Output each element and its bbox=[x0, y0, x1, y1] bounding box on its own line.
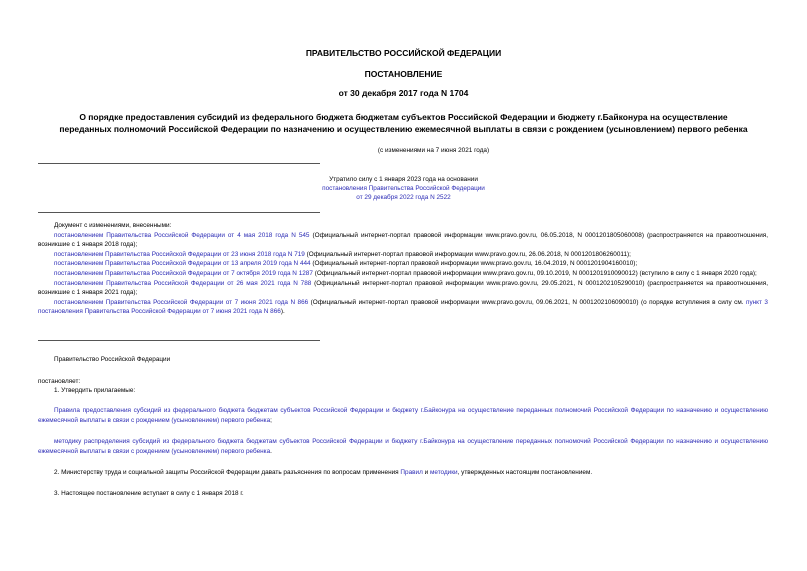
amended-note: (с изменениями на 7 июня 2021 года) bbox=[377, 147, 490, 154]
amendment-source: (Официальный интернет-портал правовой информации www.pravo.gov.ru, 26.06.2018, N 0001201806260011); bbox=[304, 250, 631, 258]
document-type: ПОСТАНОВЛЕНИЕ bbox=[364, 69, 443, 79]
decides-label: постановляет: bbox=[38, 378, 81, 385]
amendments-list bbox=[38, 221, 768, 317]
list-item bbox=[38, 250, 768, 260]
list-item bbox=[38, 298, 768, 317]
amendment-link[interactable]: постановлением Правительства Российской Федерации от 4 мая 2018 года N 545 bbox=[54, 231, 310, 239]
amendments-intro: Документ с изменениями, внесенными: bbox=[54, 222, 172, 229]
amendment-tail: ). bbox=[280, 308, 285, 316]
paragraph-3: 3. Настоящее постановление вступает в силу с 1 января 2018 г. bbox=[54, 490, 244, 497]
amendment-source: (Официальный интернет-портал правовой информации www.pravo.gov.ru, 09.06.2021, N 0001202106090010) (о порядке вступления в силу см. bbox=[308, 298, 746, 306]
list-item bbox=[38, 279, 768, 298]
p2-end: , утвержденных настоящим постановлением. bbox=[457, 469, 593, 476]
document-title-line-2: переданных полномочий Российской Федерации по назначению и осуществлению ежемесячной выплаты в связи с рождением (усыновлением) первого ребенка bbox=[59, 124, 748, 134]
document-title-line-1: О порядке предоставления субсидий из федерального бюджета бюджетам субъектов Российской Федерации и бюджету г.Байконура на осуществление bbox=[79, 112, 728, 122]
expired-link-line-1[interactable]: постановления Правительства Российской Федерации bbox=[322, 185, 485, 192]
p2-mid: и bbox=[422, 469, 430, 476]
list-item bbox=[38, 269, 768, 279]
p2-start: 2. Министерству труда и социальной защиты Российской Федерации давать разъяснения по вопросам применения bbox=[54, 469, 401, 476]
expired-link-line-2[interactable]: от 29 декабря 2022 года N 2522 bbox=[356, 194, 451, 201]
method-link[interactable]: методику распределения субсидий из федерального бюджета бюджетам субъектов Российской Федерации и бюджету г.Байконура на осуществление переданных полномочий Российской Федерации по назначению и осуществлению ежемесячной выплаты в связи с рождением (усыновлением) первого ребенка bbox=[38, 438, 768, 455]
rules-link[interactable]: Правила предоставления субсидий из федерального бюджета бюджетам субъектов Российской Федерации и бюджету г.Байконура на осуществление переданных полномочий Российской Федерации по назначению и осуществлению ежемесячной выплаты в связи с рождением (усыновлением) первого ребенка bbox=[38, 407, 768, 424]
amendment-source: (Официальный интернет-портал правовой информации www.pravo.gov.ru, 06.05.2018, N 0001201805060008) (распространяется на правоотношения, возникшие с 1 января 2018 года); bbox=[38, 231, 768, 249]
rules-tail: ; bbox=[270, 416, 272, 424]
divider-middle bbox=[38, 212, 320, 213]
list-item bbox=[38, 259, 768, 269]
divider-top bbox=[38, 163, 320, 164]
rules-paragraph bbox=[38, 406, 768, 425]
amendment-link-secondary[interactable]: пункт 3 постановления Правительства Российской Федерации от 7 июня 2021 года N 866 bbox=[38, 298, 768, 316]
paragraph-1: 1. Утвердить прилагаемые: bbox=[54, 387, 136, 394]
amendment-link[interactable]: постановлением Правительства Российской Федерации от 23 июня 2018 года N 719 bbox=[54, 250, 305, 258]
amendment-link[interactable]: постановлением Правительства Российской Федерации от 26 мая 2021 года N 788 bbox=[54, 279, 312, 287]
method-short-link[interactable]: методики bbox=[429, 469, 458, 476]
method-tail: . bbox=[270, 447, 272, 455]
government-heading: ПРАВИТЕЛЬСТВО РОССИЙСКОЙ ФЕДЕРАЦИИ bbox=[305, 48, 502, 58]
amendment-link[interactable]: постановлением Правительства Российской Федерации от 7 октября 2019 года N 1287 bbox=[54, 269, 313, 277]
rules-short-link[interactable]: Правил bbox=[400, 469, 423, 476]
paragraph-2 bbox=[38, 468, 768, 478]
expired-notice: Утратило силу с 1 января 2023 года на основании bbox=[329, 176, 478, 183]
amendment-source: (Официальный интернет-портал правовой информации www.pravo.gov.ru, 16.04.2019, N 0001201904160010); bbox=[310, 260, 638, 268]
amendment-link[interactable]: постановлением Правительства Российской Федерации от 13 апреля 2019 года N 444 bbox=[54, 260, 311, 268]
list-item bbox=[38, 231, 768, 250]
amendment-link[interactable]: постановлением Правительства Российской Федерации от 7 июня 2021 года N 866 bbox=[54, 298, 309, 306]
document-date-number: от 30 декабря 2017 года N 1704 bbox=[338, 88, 469, 98]
government-label: Правительство Российской Федерации bbox=[54, 356, 171, 363]
method-paragraph bbox=[38, 437, 768, 456]
divider-bottom bbox=[38, 340, 320, 341]
amendment-source: (Официальный интернет-портал правовой информации www.pravo.gov.ru, 09.10.2019, N 0001201910090012) (вступило в силу с 1 января 2020 года); bbox=[312, 269, 757, 277]
amendment-source: (Официальный интернет-портал правовой информации www.pravo.gov.ru, 29.05.2021, N 0001202105290010) (распространяется на правоотношения, возникшие с 1 января 2021 года); bbox=[38, 279, 768, 297]
